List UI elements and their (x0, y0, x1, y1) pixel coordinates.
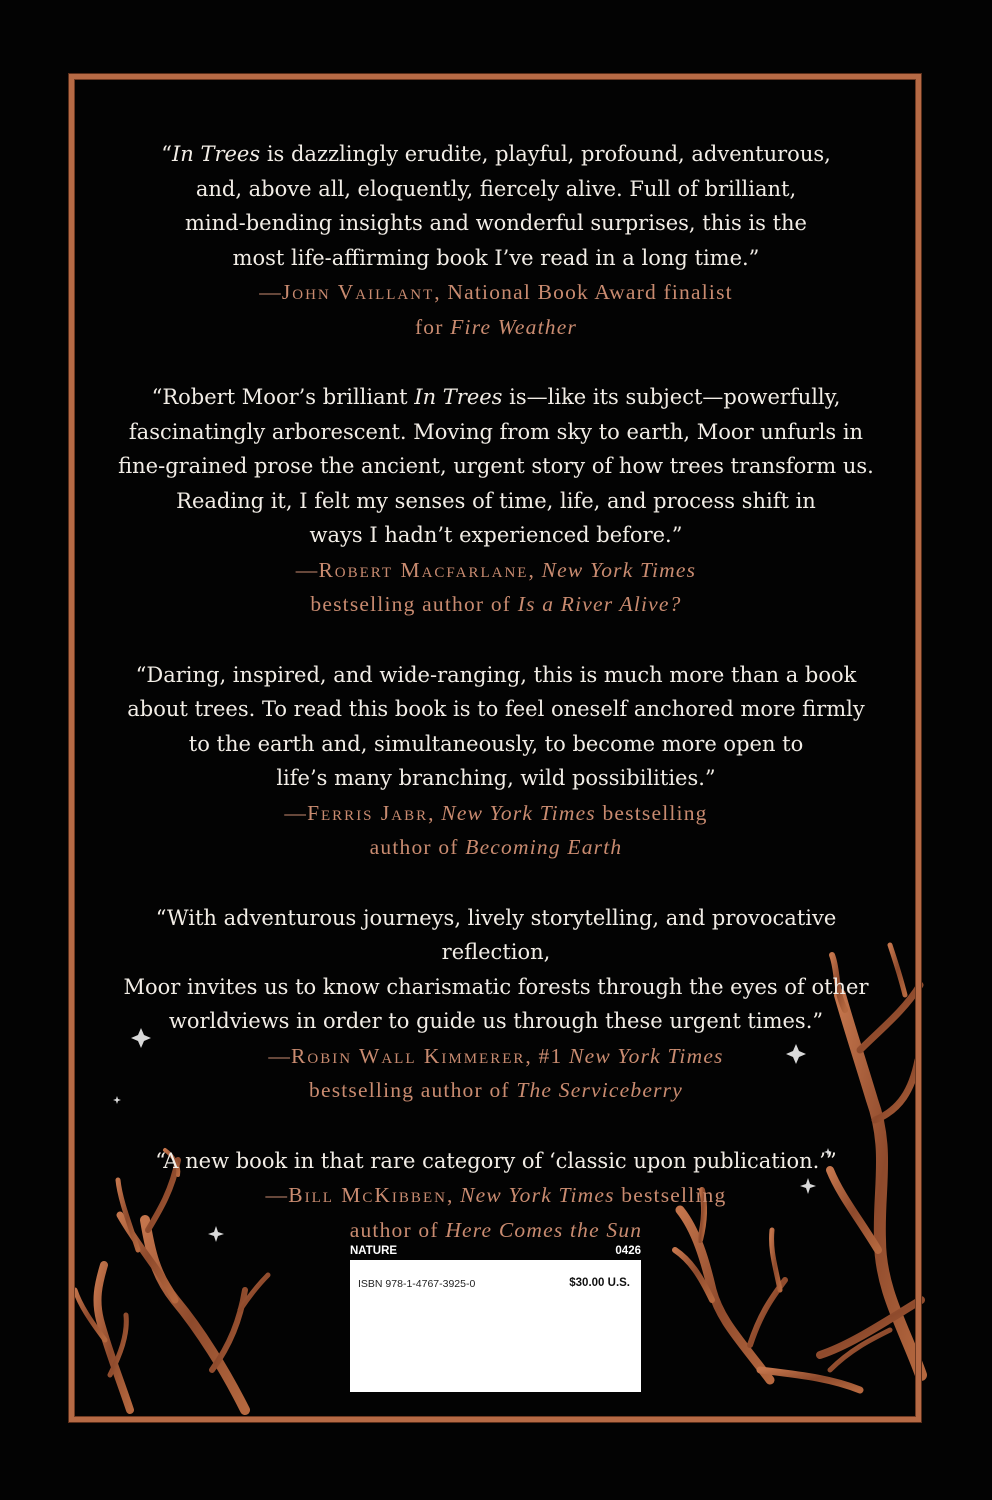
quote-text: is dazzlingly erudite, playful, profound, adventurous, (260, 142, 831, 166)
blurb-quote (100, 901, 892, 1039)
dash: — (284, 800, 308, 825)
dash: — (295, 557, 319, 582)
blurb-macfarlane (100, 380, 892, 622)
quote-text: mind-bending insights and wonderful surprises, this is the (185, 211, 807, 235)
dash: — (268, 1043, 292, 1068)
blurb-attribution (100, 1039, 892, 1108)
reviewer-name: Robin Wall Kimmerer (291, 1043, 526, 1068)
attribution-text: bestselling author of (309, 1078, 517, 1102)
blurb-kimmerer (100, 901, 892, 1108)
dash: — (259, 280, 282, 304)
quote-text: “Robert Moor’s brilliant (151, 385, 415, 409)
quote-text: most life-affirming book I’ve read in a long time.” (232, 245, 760, 270)
attribution-text: , #1 (525, 1043, 570, 1068)
quote-text: to the earth and, simultaneously, to become more open to (188, 731, 804, 756)
blurb-quote (100, 137, 892, 275)
publication-name: New York Times (541, 557, 697, 582)
attribution-text: bestselling author of (310, 592, 518, 616)
blurb-attribution (100, 275, 892, 344)
quote-text: “ (161, 142, 172, 166)
quote-text: and, above all, eloquently, fiercely alive. Full of brilliant, (195, 176, 797, 201)
dash: — (265, 1183, 289, 1207)
blurb-vaillant (100, 137, 892, 344)
isbn-label: ISBN 978-1-4767-3925-0 (358, 1278, 476, 1290)
attribution-text: author of (349, 1217, 446, 1242)
barcode-header (349, 1244, 641, 1259)
quote-text: Reading it, I felt my senses of time, life, and process shift in (176, 488, 816, 513)
price-label: $30.00 U.S. (569, 1277, 630, 1289)
barcode-box (350, 1260, 641, 1392)
publication-name: New York Times (441, 800, 596, 825)
attribution-text: , (446, 1183, 461, 1207)
book-title-italic: In Trees (171, 142, 261, 166)
quote-text: “Daring, inspired, and wide-ranging, this is much more than a book (135, 662, 857, 687)
review-blurbs (100, 137, 892, 1283)
attribution-text: , (428, 800, 442, 825)
reviewer-name: Bill McKibben (288, 1183, 447, 1207)
category-label: NATURE (350, 1245, 398, 1257)
blurb-attribution (100, 796, 892, 865)
quote-text: fine-grained prose the ancient, urgent story of how trees transform us. (118, 454, 874, 478)
attribution-text: bestselling (614, 1183, 727, 1207)
product-code: 0426 (615, 1245, 641, 1257)
reviewer-book: Here Comes the Sun (445, 1217, 643, 1242)
reviewer-name: Ferris Jabr (307, 800, 429, 825)
publication-name: New York Times (569, 1043, 724, 1068)
attribution-text: bestselling (595, 800, 708, 825)
reviewer-book: Is a River Alive? (517, 592, 682, 616)
quote-text: “A new book in that rare category of ‘classic upon publication.’” (155, 1148, 837, 1173)
blurb-quote (100, 658, 892, 796)
book-title-italic: In Trees (414, 385, 503, 409)
attribution-text: , (528, 557, 542, 582)
quote-text: Moor invites us to know charismatic forests through the eyes of other (123, 974, 869, 999)
quote-text: worldviews in order to guide us through these urgent times.” (168, 1009, 824, 1033)
blurb-quote (100, 1144, 892, 1179)
quote-text: fascinatingly arborescent. Moving from sky to earth, Moor unfurls in (128, 419, 864, 444)
blurb-jabr (100, 658, 892, 865)
barcode-area (349, 1244, 641, 1394)
attribution-text: , National Book Award finalist (434, 280, 733, 304)
blurb-quote (100, 380, 892, 553)
reviewer-name: Robert Macfarlane (318, 557, 529, 582)
publication-name: New York Times (460, 1183, 615, 1207)
reviewer-book: Becoming Earth (465, 835, 623, 859)
attribution-text: for (414, 314, 451, 339)
quote-text: life’s many branching, wild possibilities.” (276, 766, 716, 790)
quote-text: is—like its subject—powerfully, (502, 385, 841, 409)
reviewer-name: John Vaillant (281, 280, 435, 304)
quote-text: about trees. To read this book is to feel oneself anchored more firmly (127, 697, 865, 721)
blurb-mckibben (100, 1144, 892, 1248)
blurb-attribution (100, 553, 892, 622)
quote-text: “With adventurous journeys, lively storytelling, and provocative reflection, (155, 905, 837, 964)
quote-text: ways I hadn’t experienced before.” (309, 523, 683, 547)
reviewer-book: The Serviceberry (516, 1078, 683, 1102)
reviewer-book: Fire Weather (450, 314, 578, 339)
blurb-attribution (100, 1178, 892, 1247)
attribution-text: author of (369, 835, 466, 859)
